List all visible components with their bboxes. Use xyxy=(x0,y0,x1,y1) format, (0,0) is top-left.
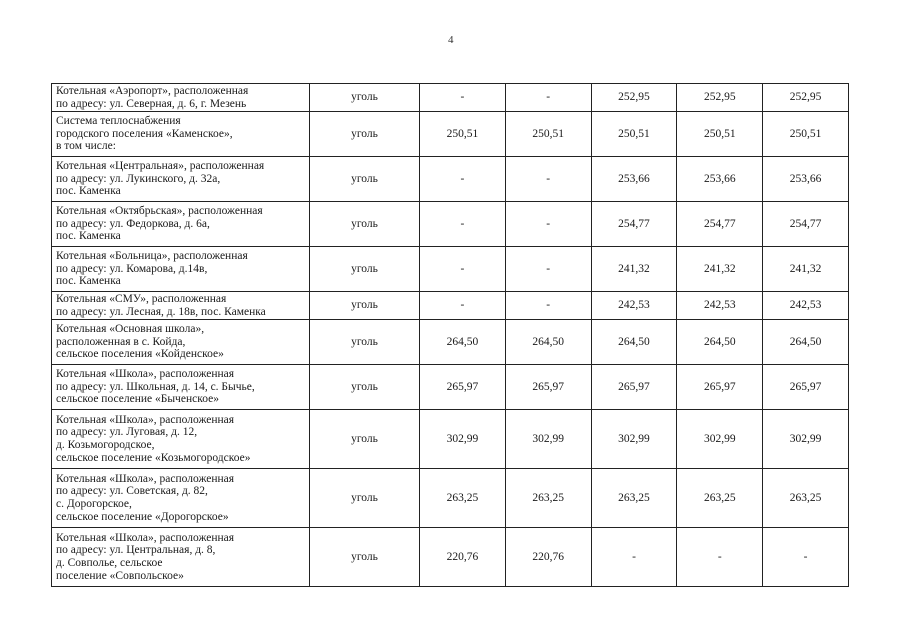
value-cell: 264,50 xyxy=(505,320,591,365)
boiler-name-cell: Котельная «Больница», расположенная по адресу: ул. Комарова, д.14в, пос. Каменка xyxy=(52,247,310,292)
table-row xyxy=(52,469,849,528)
value-cell: 265,97 xyxy=(420,365,506,410)
value-cell: 252,95 xyxy=(763,84,849,112)
table-row xyxy=(52,292,849,320)
fuel-cell: уголь xyxy=(310,157,420,202)
value-cell: 263,25 xyxy=(677,469,763,528)
boiler-name-cell: Котельная «Школа», расположенная по адресу: ул. Центральная, д. 8, д. Совполье, сельское поселение «Совпольское» xyxy=(52,528,310,587)
value-cell: 265,97 xyxy=(763,365,849,410)
value-cell: 220,76 xyxy=(420,528,506,587)
fuel-cell: уголь xyxy=(310,112,420,157)
value-cell: 241,32 xyxy=(763,247,849,292)
value-cell: - xyxy=(505,292,591,320)
value-cell: 265,97 xyxy=(505,365,591,410)
value-cell: 302,99 xyxy=(505,410,591,469)
value-cell: 302,99 xyxy=(420,410,506,469)
value-cell: 250,51 xyxy=(763,112,849,157)
boiler-name-cell: Котельная «СМУ», расположенная по адресу: ул. Лесная, д. 18в, пос. Каменка xyxy=(52,292,310,320)
value-cell: 242,53 xyxy=(677,292,763,320)
boiler-name-cell: Система теплоснабжения городского поселения «Каменское», в том числе: xyxy=(52,112,310,157)
fuel-cell: уголь xyxy=(310,247,420,292)
boiler-name-cell: Котельная «Школа», расположенная по адресу: ул. Школьная, д. 14, с. Бычье, сельское поселение «Быченское» xyxy=(52,365,310,410)
boiler-name-cell: Котельная «Аэропорт», расположенная по адресу: ул. Северная, д. 6, г. Мезень xyxy=(52,84,310,112)
table-row xyxy=(52,365,849,410)
value-cell: 265,97 xyxy=(591,365,677,410)
fuel-cell: уголь xyxy=(310,292,420,320)
value-cell: - xyxy=(420,202,506,247)
value-cell: 242,53 xyxy=(763,292,849,320)
value-cell: 250,51 xyxy=(420,112,506,157)
value-cell: 263,25 xyxy=(591,469,677,528)
fuel-cell: уголь xyxy=(310,528,420,587)
value-cell: - xyxy=(420,247,506,292)
value-cell: 263,25 xyxy=(763,469,849,528)
boiler-name-cell: Котельная «Центральная», расположенная по адресу: ул. Лукинского, д. 32а, пос. Каменка xyxy=(52,157,310,202)
value-cell: 250,51 xyxy=(591,112,677,157)
table-row xyxy=(52,157,849,202)
table-row xyxy=(52,247,849,292)
value-cell: - xyxy=(420,84,506,112)
value-cell: 220,76 xyxy=(505,528,591,587)
value-cell: 264,50 xyxy=(420,320,506,365)
value-cell: - xyxy=(420,292,506,320)
value-cell: 254,77 xyxy=(591,202,677,247)
value-cell: 253,66 xyxy=(591,157,677,202)
tariff-table-body xyxy=(52,84,849,587)
fuel-cell: уголь xyxy=(310,365,420,410)
fuel-cell: уголь xyxy=(310,469,420,528)
tariff-table xyxy=(51,83,849,587)
value-cell: 263,25 xyxy=(505,469,591,528)
value-cell: 254,77 xyxy=(763,202,849,247)
value-cell: 263,25 xyxy=(420,469,506,528)
boiler-name-cell: Котельная «Школа», расположенная по адресу: ул. Советская, д. 82, с. Дорогорское, сельское поселение «Дорогорское» xyxy=(52,469,310,528)
fuel-cell: уголь xyxy=(310,202,420,247)
value-cell: 254,77 xyxy=(677,202,763,247)
value-cell: - xyxy=(505,157,591,202)
table-row xyxy=(52,112,849,157)
value-cell: 241,32 xyxy=(591,247,677,292)
value-cell: 241,32 xyxy=(677,247,763,292)
table-row xyxy=(52,528,849,587)
value-cell: - xyxy=(763,528,849,587)
value-cell: - xyxy=(420,157,506,202)
boiler-name-cell: Котельная «Октябрьская», расположенная по адресу: ул. Федоркова, д. 6а, пос. Каменка xyxy=(52,202,310,247)
value-cell: - xyxy=(505,84,591,112)
value-cell: 252,95 xyxy=(591,84,677,112)
value-cell: 253,66 xyxy=(763,157,849,202)
table-row xyxy=(52,202,849,247)
value-cell: 302,99 xyxy=(677,410,763,469)
fuel-cell: уголь xyxy=(310,410,420,469)
value-cell: 250,51 xyxy=(677,112,763,157)
value-cell: - xyxy=(677,528,763,587)
value-cell: 253,66 xyxy=(677,157,763,202)
fuel-cell: уголь xyxy=(310,320,420,365)
page-number: 4 xyxy=(448,34,454,46)
value-cell: 264,50 xyxy=(763,320,849,365)
fuel-cell: уголь xyxy=(310,84,420,112)
value-cell: 265,97 xyxy=(677,365,763,410)
value-cell: 302,99 xyxy=(763,410,849,469)
value-cell: - xyxy=(591,528,677,587)
boiler-name-cell: Котельная «Основная школа», расположенная в с. Койда, сельское поселения «Койденское» xyxy=(52,320,310,365)
value-cell: - xyxy=(505,247,591,292)
value-cell: 302,99 xyxy=(591,410,677,469)
value-cell: 264,50 xyxy=(677,320,763,365)
value-cell: 250,51 xyxy=(505,112,591,157)
table-row xyxy=(52,410,849,469)
table-row xyxy=(52,84,849,112)
boiler-name-cell: Котельная «Школа», расположенная по адресу: ул. Луговая, д. 12, д. Козьмогородское, сельское поселение «Козьмогородское» xyxy=(52,410,310,469)
value-cell: 264,50 xyxy=(591,320,677,365)
value-cell: - xyxy=(505,202,591,247)
value-cell: 242,53 xyxy=(591,292,677,320)
value-cell: 252,95 xyxy=(677,84,763,112)
table-row xyxy=(52,320,849,365)
